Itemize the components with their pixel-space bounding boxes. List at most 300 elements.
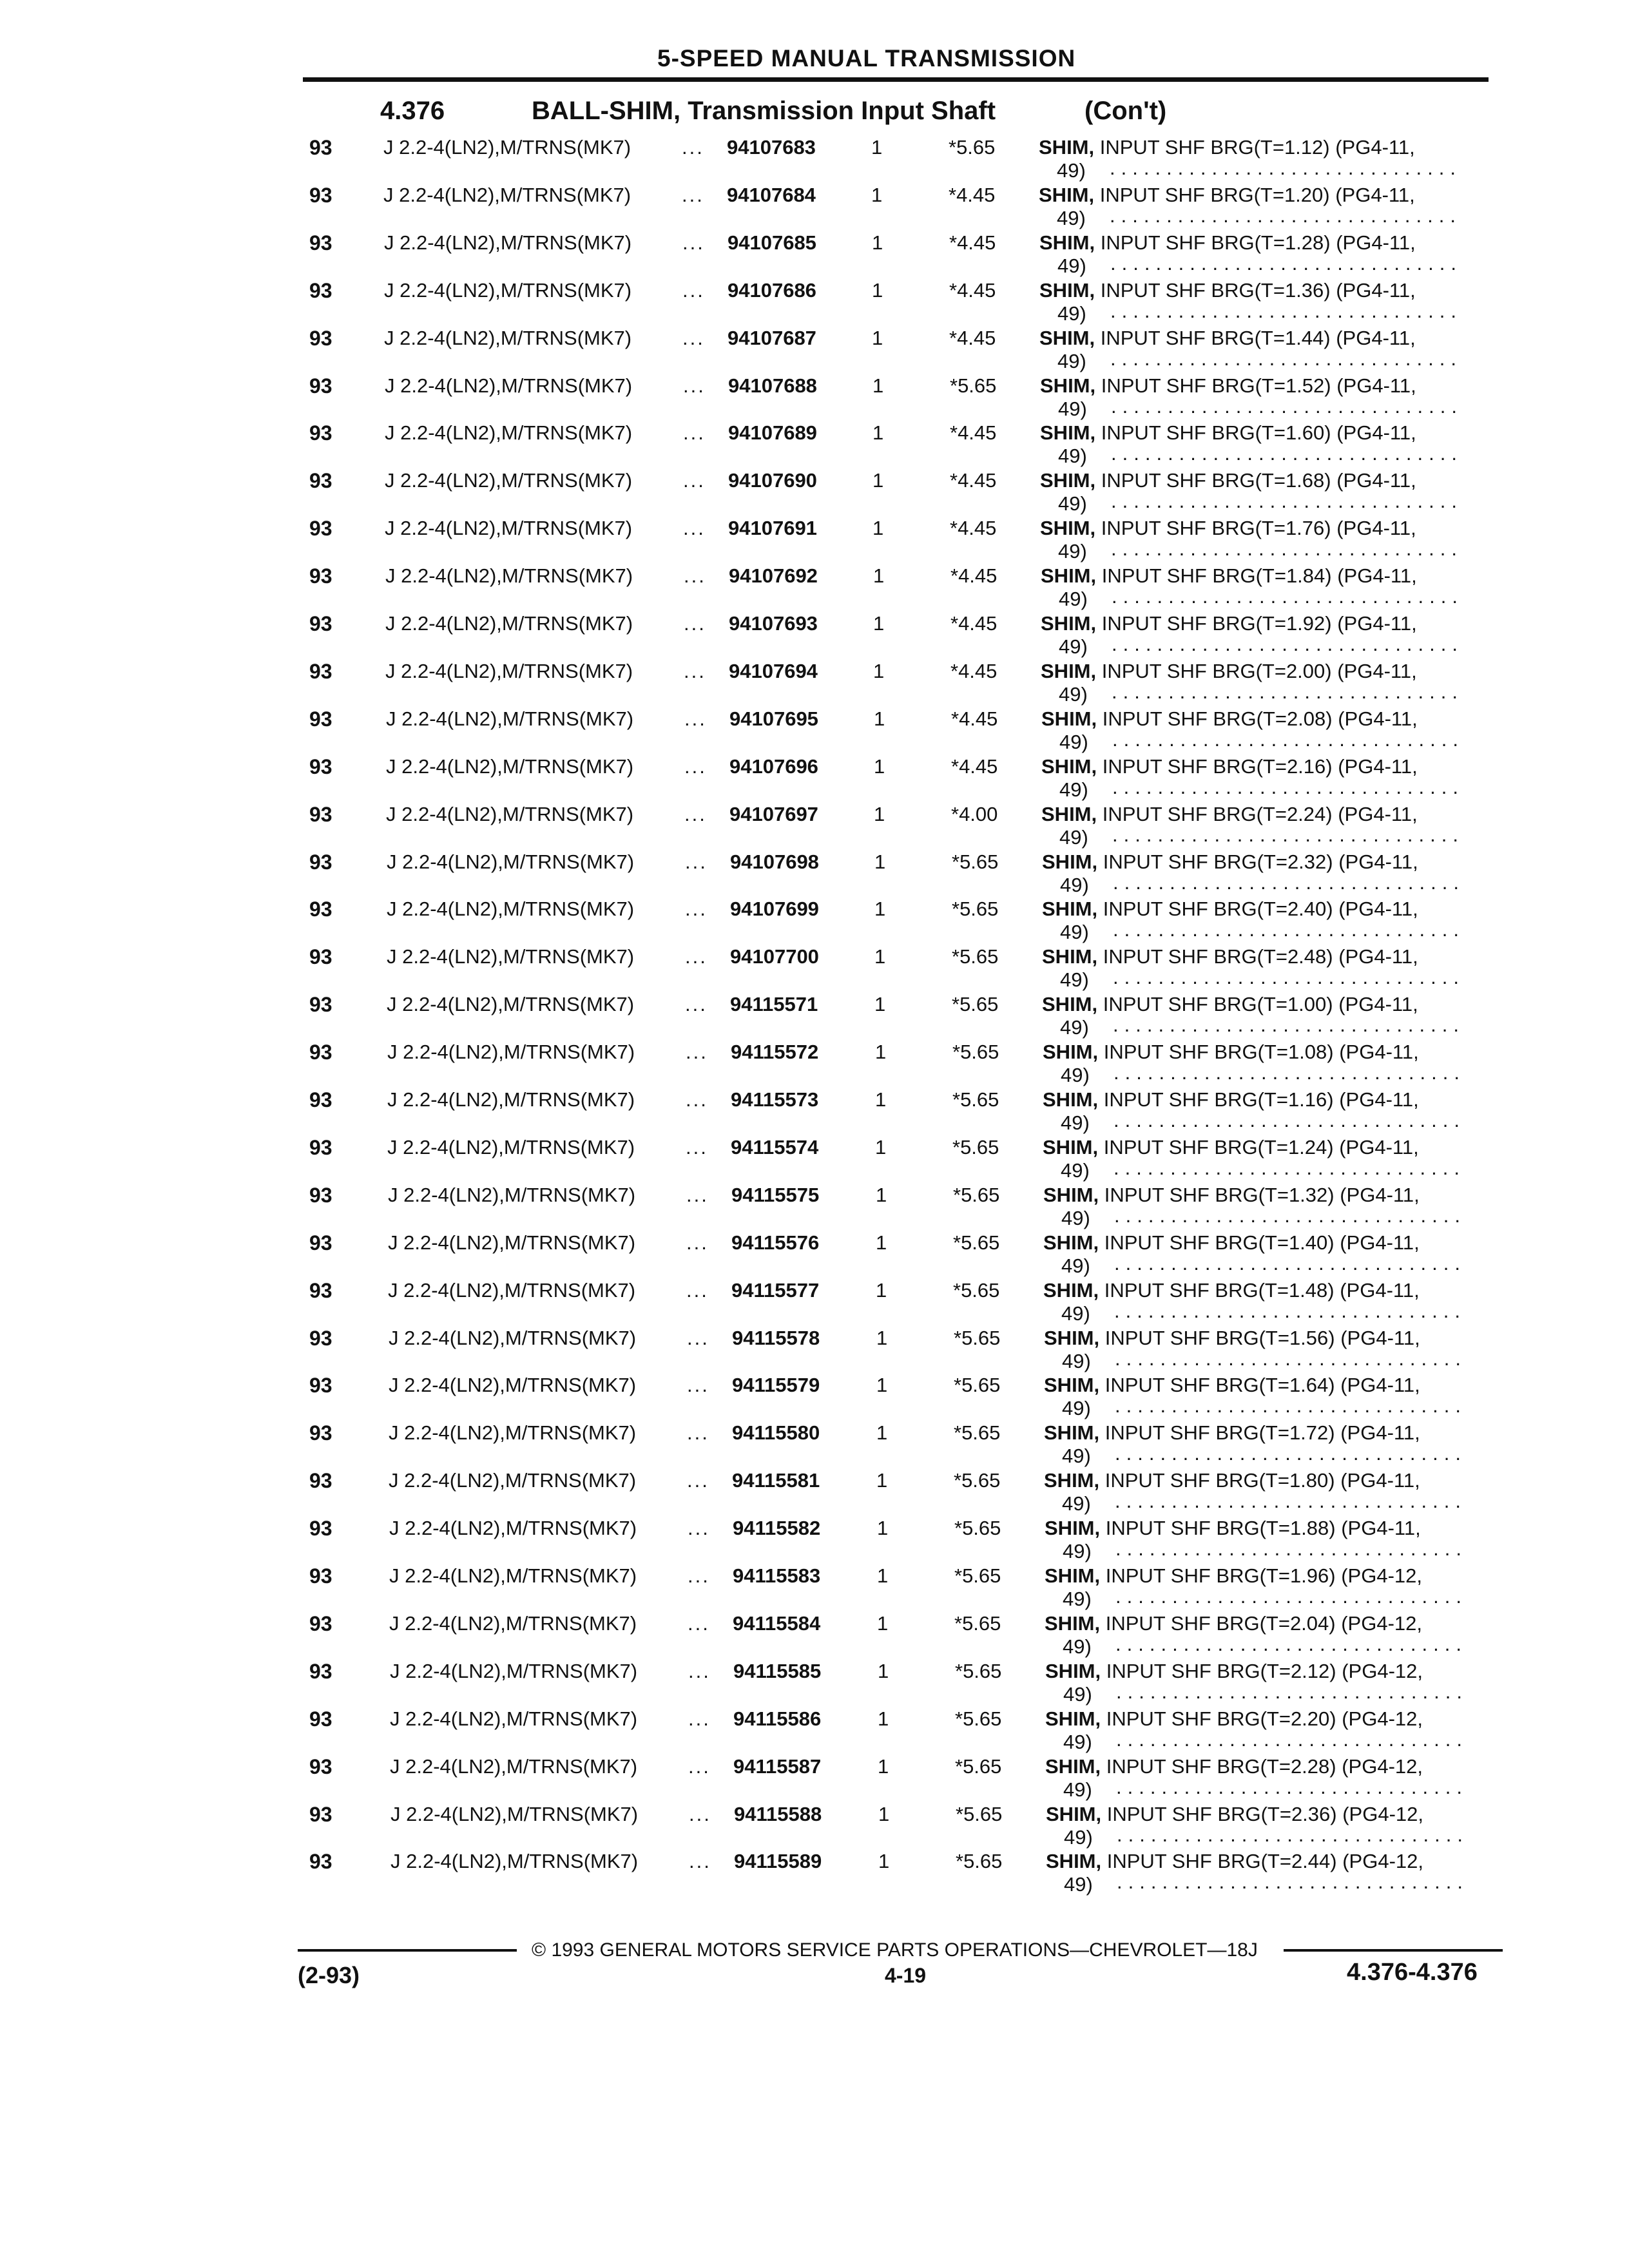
row-description <box>1042 945 1418 968</box>
row-year: 93 <box>309 1850 333 1874</box>
row-trailing-dots: ............................... <box>1112 727 1464 751</box>
row-model: J 2.2-4(LN2),M/TRNS(MK7) <box>389 1421 637 1445</box>
row-description-continuation: 49) <box>1059 730 1088 753</box>
row-model: J 2.2-4(LN2),M/TRNS(MK7) <box>383 183 631 206</box>
table-row <box>0 370 1629 420</box>
row-quantity: 1 <box>876 1469 888 1492</box>
row-trailing-dots: ............................... <box>1110 204 1461 227</box>
table-row <box>0 227 1629 277</box>
row-description-text: INPUT SHF BRG(T=1.84) (PG4-11, <box>1096 564 1417 588</box>
row-part-number: 94115582 <box>733 1517 821 1540</box>
row-leader-dots: ... <box>685 850 708 873</box>
row-year: 93 <box>309 612 333 635</box>
row-description <box>1041 803 1418 826</box>
row-description <box>1040 469 1416 492</box>
row-trailing-dots: ............................... <box>1110 157 1461 179</box>
row-leader-dots: ... <box>688 1659 711 1682</box>
row-description <box>1046 1850 1423 1873</box>
row-price: *5.65 <box>953 1278 1000 1302</box>
row-part-number: 94115575 <box>731 1183 820 1206</box>
row-description-continuation: 49) <box>1063 1588 1092 1610</box>
row-description <box>1040 517 1416 540</box>
row-quantity: 1 <box>876 1231 887 1254</box>
row-trailing-dots: ............................... <box>1113 870 1465 894</box>
row-description-keyword: SHIM, <box>1046 1802 1102 1825</box>
table-row <box>0 275 1629 325</box>
row-part-number: 94107688 <box>728 374 817 397</box>
row-year: 93 <box>309 326 333 350</box>
row-year: 93 <box>309 564 333 588</box>
row-description-text: INPUT SHF BRG(T=1.56) (PG4-11, <box>1099 1326 1420 1349</box>
row-description-keyword: SHIM, <box>1044 1374 1100 1397</box>
row-description-text: INPUT SHF BRG(T=2.32) (PG4-11, <box>1097 850 1418 873</box>
row-description-keyword: SHIM, <box>1042 993 1098 1016</box>
row-leader-dots: ... <box>687 1374 709 1397</box>
row-description-continuation: 49) <box>1060 921 1089 944</box>
row-part-number: 94115572 <box>731 1041 819 1064</box>
row-year: 93 <box>309 659 333 683</box>
row-leader-dots: ... <box>686 1041 708 1064</box>
row-description-continuation: 49) <box>1062 1445 1091 1468</box>
row-model: J 2.2-4(LN2),M/TRNS(MK7) <box>385 374 633 397</box>
row-description-text: INPUT SHF BRG(T=1.08) (PG4-11, <box>1098 1041 1419 1064</box>
row-quantity: 1 <box>877 1517 889 1540</box>
row-description-continuation: 49) <box>1061 1302 1090 1325</box>
row-trailing-dots: ............................... <box>1114 1299 1466 1322</box>
row-quantity: 1 <box>874 707 885 730</box>
table-row <box>0 1323 1629 1372</box>
row-quantity: 1 <box>872 421 884 445</box>
row-quantity: 1 <box>874 898 886 921</box>
row-year: 93 <box>309 183 333 207</box>
row-part-number: 94107684 <box>727 183 816 206</box>
row-trailing-dots: ............................... <box>1112 633 1463 655</box>
row-year: 93 <box>309 1183 333 1207</box>
row-description-continuation: 49) <box>1057 206 1086 229</box>
row-year: 93 <box>309 1041 333 1064</box>
row-part-number: 94107697 <box>729 802 818 825</box>
row-part-number: 94107691 <box>728 517 817 540</box>
row-model: J 2.2-4(LN2),M/TRNS(MK7) <box>387 898 635 921</box>
row-price: *5.65 <box>950 374 997 397</box>
row-description-continuation: 49) <box>1063 1778 1092 1801</box>
row-description-keyword: SHIM, <box>1040 421 1096 445</box>
row-description-continuation: 49) <box>1062 1397 1091 1420</box>
row-price: *5.65 <box>953 1183 1000 1206</box>
row-description-keyword: SHIM, <box>1042 898 1098 921</box>
row-trailing-dots: ............................... <box>1113 1109 1465 1131</box>
row-description-continuation: 49) <box>1058 540 1087 563</box>
row-description-continuation: 49) <box>1061 1064 1090 1087</box>
row-part-number: 94107700 <box>730 945 819 968</box>
row-description <box>1043 1136 1419 1159</box>
row-description-continuation: 49) <box>1061 1158 1090 1182</box>
row-trailing-dots: ............................... <box>1112 775 1464 798</box>
row-model: J 2.2-4(LN2),M/TRNS(MK7) <box>390 1659 638 1682</box>
row-trailing-dots: ............................... <box>1110 251 1462 274</box>
footer-rule-left <box>298 1949 517 1952</box>
row-leader-dots: ... <box>685 993 708 1016</box>
row-quantity: 1 <box>877 1564 889 1587</box>
table-row <box>0 1465 1629 1515</box>
row-trailing-dots: ............................... <box>1115 1394 1467 1418</box>
row-price: *5.65 <box>954 1469 1001 1492</box>
row-model: J 2.2-4(LN2),M/TRNS(MK7) <box>387 1041 635 1064</box>
table-row <box>0 1227 1629 1277</box>
row-price: *5.65 <box>954 1326 1001 1349</box>
row-description-keyword: SHIM, <box>1043 1135 1099 1158</box>
row-model: J 2.2-4(LN2),M/TRNS(MK7) <box>385 612 633 635</box>
row-trailing-dots: ............................... <box>1113 1156 1465 1179</box>
row-quantity: 1 <box>874 945 886 968</box>
row-quantity: 1 <box>874 993 886 1016</box>
row-description-keyword: SHIM, <box>1045 1564 1101 1587</box>
row-description-continuation: 49) <box>1058 397 1087 420</box>
row-quantity: 1 <box>875 1088 887 1111</box>
row-model: J 2.2-4(LN2),M/TRNS(MK7) <box>389 1374 637 1397</box>
row-quantity: 1 <box>873 612 885 635</box>
row-price: *5.65 <box>953 1231 1000 1254</box>
row-model: J 2.2-4(LN2),M/TRNS(MK7) <box>384 278 632 302</box>
row-leader-dots: ... <box>685 898 708 921</box>
row-model: J 2.2-4(LN2),M/TRNS(MK7) <box>385 517 633 540</box>
row-trailing-dots: ............................... <box>1115 1442 1467 1465</box>
table-row <box>0 1418 1629 1468</box>
row-part-number: 94115571 <box>730 993 818 1016</box>
row-part-number: 94115587 <box>733 1754 822 1778</box>
row-model: J 2.2-4(LN2),M/TRNS(MK7) <box>389 1469 637 1492</box>
row-part-number: 94115577 <box>731 1278 820 1302</box>
row-year: 93 <box>309 421 333 445</box>
row-leader-dots: ... <box>689 1802 711 1825</box>
row-description-text: INPUT SHF BRG(T=1.88) (PG4-11, <box>1100 1517 1421 1540</box>
row-description-text: INPUT SHF BRG(T=2.16) (PG4-11, <box>1097 754 1418 778</box>
row-model: J 2.2-4(LN2),M/TRNS(MK7) <box>390 1850 639 1873</box>
row-quantity: 1 <box>876 1183 887 1206</box>
row-year: 93 <box>309 1135 333 1159</box>
row-year: 93 <box>309 136 333 159</box>
row-trailing-dots: ............................... <box>1113 918 1465 941</box>
row-quantity: 1 <box>872 278 883 302</box>
row-year: 93 <box>309 1469 333 1493</box>
table-row <box>0 132 1629 182</box>
row-description-continuation: 49) <box>1062 1492 1091 1515</box>
row-model: J 2.2-4(LN2),M/TRNS(MK7) <box>387 993 635 1016</box>
footer-page-number: 4-19 <box>885 1964 927 1987</box>
row-price: *5.65 <box>952 993 999 1016</box>
row-year: 93 <box>309 278 333 302</box>
row-description-keyword: SHIM, <box>1039 183 1095 206</box>
row-description-text: INPUT SHF BRG(T=1.28) (PG4-11, <box>1095 231 1416 254</box>
row-part-number: 94115589 <box>734 1850 822 1873</box>
row-price: *5.65 <box>954 1421 1001 1445</box>
row-quantity: 1 <box>872 517 884 540</box>
row-quantity: 1 <box>875 1041 887 1064</box>
row-trailing-dots: ............................... <box>1116 1680 1468 1703</box>
row-part-number: 94115584 <box>733 1611 821 1635</box>
row-description-continuation: 49) <box>1060 968 1089 992</box>
row-description-text: INPUT SHF BRG(T=2.12) (PG4-12, <box>1101 1659 1423 1682</box>
table-row <box>0 1132 1629 1182</box>
row-price: *4.45 <box>950 421 997 445</box>
row-leader-dots: ... <box>688 1754 711 1778</box>
row-part-number: 94115588 <box>734 1802 822 1825</box>
row-model: J 2.2-4(LN2),M/TRNS(MK7) <box>386 707 634 730</box>
row-description-text: INPUT SHF BRG(T=2.44) (PG4-12, <box>1101 1850 1423 1873</box>
row-part-number: 94115576 <box>731 1231 820 1254</box>
row-description <box>1042 993 1418 1016</box>
row-leader-dots: ... <box>683 421 706 445</box>
row-model: J 2.2-4(LN2),M/TRNS(MK7) <box>389 1326 637 1349</box>
table-row <box>0 1704 1629 1753</box>
table-row <box>0 561 1629 611</box>
table-row <box>0 1513 1629 1563</box>
row-part-number: 94115581 <box>732 1469 820 1492</box>
row-description-keyword: SHIM, <box>1044 1421 1100 1445</box>
row-leader-dots: ... <box>684 564 706 588</box>
row-description-continuation: 49) <box>1058 492 1087 515</box>
row-description-text: INPUT SHF BRG(T=1.20) (PG4-11, <box>1094 183 1415 206</box>
row-leader-dots: ... <box>683 469 706 492</box>
table-row <box>0 608 1629 658</box>
row-description <box>1041 707 1418 731</box>
row-description-continuation: 49) <box>1064 1825 1093 1849</box>
row-trailing-dots: ............................... <box>1112 823 1464 846</box>
row-description-text: INPUT SHF BRG(T=1.60) (PG4-11, <box>1095 421 1416 445</box>
row-description <box>1041 755 1418 778</box>
row-description-text: INPUT SHF BRG(T=2.00) (PG4-11, <box>1096 659 1417 682</box>
row-description-keyword: SHIM, <box>1042 850 1098 873</box>
row-leader-dots: ... <box>689 1850 711 1873</box>
row-leader-dots: ... <box>688 1517 710 1540</box>
row-year: 93 <box>309 1517 333 1541</box>
row-description-text: INPUT SHF BRG(T=1.32) (PG4-11, <box>1099 1183 1420 1206</box>
row-description-keyword: SHIM, <box>1041 802 1097 825</box>
row-description <box>1043 1041 1419 1064</box>
row-leader-dots: ... <box>686 1135 708 1158</box>
row-description-text: INPUT SHF BRG(T=1.16) (PG4-11, <box>1098 1088 1419 1111</box>
row-trailing-dots: ............................... <box>1115 1632 1467 1655</box>
row-model: J 2.2-4(LN2),M/TRNS(MK7) <box>389 1564 637 1587</box>
table-row <box>0 1846 1629 1896</box>
row-description-continuation: 49) <box>1063 1635 1092 1658</box>
row-price: *5.65 <box>954 1374 1001 1397</box>
row-quantity: 1 <box>875 1135 887 1158</box>
section-title: BALL-SHIM, Transmission Input Shaft <box>532 97 996 125</box>
row-description-keyword: SHIM, <box>1039 136 1095 159</box>
row-description-text: INPUT SHF BRG(T=2.08) (PG4-11, <box>1097 707 1418 730</box>
row-description-continuation: 49) <box>1063 1682 1092 1706</box>
row-trailing-dots: ............................... <box>1114 1204 1466 1227</box>
row-part-number: 94115579 <box>732 1374 820 1397</box>
row-price: *4.45 <box>950 612 998 635</box>
row-description-continuation: 49) <box>1057 349 1086 372</box>
row-model: J 2.2-4(LN2),M/TRNS(MK7) <box>386 754 634 778</box>
row-model: J 2.2-4(LN2),M/TRNS(MK7) <box>388 1278 636 1302</box>
row-leader-dots: ... <box>682 231 705 254</box>
footer-section-range: 4.376-4.376 <box>1347 1959 1478 1986</box>
row-price: *5.65 <box>952 1135 999 1158</box>
row-description-continuation: 49) <box>1061 1111 1090 1134</box>
row-year: 93 <box>309 1374 333 1398</box>
row-description-text: INPUT SHF BRG(T=2.40) (PG4-11, <box>1097 898 1418 921</box>
row-part-number: 94115586 <box>733 1707 822 1730</box>
row-part-number: 94107694 <box>729 659 818 682</box>
row-trailing-dots: ............................... <box>1110 299 1462 322</box>
row-part-number: 94107693 <box>729 612 818 635</box>
row-trailing-dots: ............................... <box>1113 1061 1465 1084</box>
row-description <box>1045 1517 1421 1540</box>
row-leader-dots: ... <box>684 802 707 825</box>
row-trailing-dots: ............................... <box>1111 490 1463 513</box>
row-description-keyword: SHIM, <box>1043 1183 1099 1206</box>
row-description-text: INPUT SHF BRG(T=2.28) (PG4-12, <box>1101 1754 1423 1778</box>
row-leader-dots: ... <box>686 1278 709 1302</box>
row-description-keyword: SHIM, <box>1045 1611 1101 1635</box>
table-row <box>0 1656 1629 1706</box>
row-description <box>1040 374 1416 398</box>
row-model: J 2.2-4(LN2),M/TRNS(MK7) <box>389 1517 637 1540</box>
row-description <box>1039 231 1416 255</box>
table-row <box>0 989 1629 1039</box>
row-part-number: 94107699 <box>730 898 819 921</box>
row-description-continuation: 49) <box>1057 254 1086 277</box>
row-quantity: 1 <box>876 1278 887 1302</box>
row-part-number: 94107690 <box>728 469 817 492</box>
table-row <box>0 751 1629 801</box>
row-quantity: 1 <box>872 231 883 254</box>
row-description <box>1041 564 1417 588</box>
row-price: *4.45 <box>950 659 998 682</box>
row-description-continuation: 49) <box>1059 825 1088 849</box>
table-row <box>0 1799 1629 1849</box>
row-year: 93 <box>309 469 333 493</box>
row-description-keyword: SHIM, <box>1043 1088 1099 1111</box>
section-number: 4.376 <box>380 97 445 125</box>
row-description <box>1043 1279 1420 1302</box>
row-leader-dots: ... <box>684 707 707 730</box>
footer-copyright: © 1993 GENERAL MOTORS SERVICE PARTS OPERATIONS—CHEVROLET—18J <box>532 1939 1258 1961</box>
row-year: 93 <box>309 1611 333 1635</box>
footer-rule-right <box>1284 1949 1503 1952</box>
row-description-text: INPUT SHF BRG(T=1.96) (PG4-12, <box>1100 1564 1422 1587</box>
row-quantity: 1 <box>878 1802 890 1825</box>
table-row <box>0 1275 1629 1325</box>
row-model: J 2.2-4(LN2),M/TRNS(MK7) <box>387 1135 635 1158</box>
row-year: 93 <box>309 945 333 969</box>
row-trailing-dots: ............................... <box>1116 1775 1468 1798</box>
row-description-text: INPUT SHF BRG(T=1.72) (PG4-11, <box>1099 1421 1420 1445</box>
row-description-text: INPUT SHF BRG(T=1.48) (PG4-11, <box>1099 1278 1420 1302</box>
row-quantity: 1 <box>872 374 884 397</box>
row-price: *4.00 <box>951 802 998 825</box>
row-model: J 2.2-4(LN2),M/TRNS(MK7) <box>385 659 633 682</box>
row-quantity: 1 <box>874 802 885 825</box>
row-leader-dots: ... <box>688 1611 710 1635</box>
row-description-continuation: 49) <box>1061 1254 1090 1277</box>
row-part-number: 94115585 <box>733 1659 822 1682</box>
row-trailing-dots: ............................... <box>1115 1585 1467 1608</box>
row-leader-dots: ... <box>684 612 706 635</box>
row-price: *5.65 <box>954 1564 1001 1587</box>
row-description-text: INPUT SHF BRG(T=1.52) (PG4-11, <box>1095 374 1416 397</box>
row-description-text: INPUT SHF BRG(T=2.24) (PG4-11, <box>1097 802 1418 825</box>
row-price: *4.45 <box>949 278 996 302</box>
row-description-keyword: SHIM, <box>1039 326 1095 349</box>
row-leader-dots: ... <box>682 136 704 159</box>
row-description-keyword: SHIM, <box>1045 1517 1101 1540</box>
row-part-number: 94107695 <box>729 707 818 730</box>
row-part-number: 94107689 <box>728 421 817 445</box>
row-description-keyword: SHIM, <box>1040 517 1096 540</box>
row-trailing-dots: ............................... <box>1112 680 1463 703</box>
row-model: J 2.2-4(LN2),M/TRNS(MK7) <box>385 564 633 588</box>
row-description <box>1045 1707 1423 1731</box>
table-row <box>0 941 1629 992</box>
row-description-continuation: 49) <box>1059 682 1088 706</box>
table-row <box>0 1608 1629 1658</box>
row-model: J 2.2-4(LN2),M/TRNS(MK7) <box>384 326 632 349</box>
row-price: *5.65 <box>955 1659 1002 1682</box>
row-price: *5.65 <box>954 1611 1001 1635</box>
table-row <box>0 656 1629 706</box>
row-year: 93 <box>309 802 333 826</box>
row-year: 93 <box>309 231 333 255</box>
row-description-text: INPUT SHF BRG(T=2.20) (PG4-12, <box>1101 1707 1423 1730</box>
row-quantity: 1 <box>876 1326 888 1349</box>
row-description-text: INPUT SHF BRG(T=1.76) (PG4-11, <box>1095 517 1416 540</box>
row-price: *5.65 <box>952 898 999 921</box>
row-year: 93 <box>309 1088 333 1111</box>
row-year: 93 <box>309 374 333 398</box>
row-description <box>1045 1612 1422 1635</box>
row-description-keyword: SHIM, <box>1044 1469 1100 1492</box>
row-description-text: INPUT SHF BRG(T=1.24) (PG4-11, <box>1098 1135 1419 1158</box>
row-model: J 2.2-4(LN2),M/TRNS(MK7) <box>388 1231 636 1254</box>
table-row <box>0 704 1629 753</box>
table-row <box>0 1370 1629 1420</box>
row-trailing-dots: ............................... <box>1115 1490 1467 1513</box>
table-row <box>0 1084 1629 1134</box>
row-model: J 2.2-4(LN2),M/TRNS(MK7) <box>386 802 634 825</box>
row-description-text: INPUT SHF BRG(T=1.36) (PG4-11, <box>1095 278 1416 302</box>
row-year: 93 <box>309 1802 333 1826</box>
row-model: J 2.2-4(LN2),M/TRNS(MK7) <box>385 421 633 445</box>
row-model: J 2.2-4(LN2),M/TRNS(MK7) <box>387 945 635 968</box>
row-trailing-dots: ............................... <box>1110 347 1462 370</box>
row-trailing-dots: ............................... <box>1114 1251 1466 1274</box>
row-quantity: 1 <box>871 136 883 159</box>
row-description <box>1039 136 1415 159</box>
row-trailing-dots: ............................... <box>1111 537 1463 561</box>
row-description-keyword: SHIM, <box>1046 1850 1102 1873</box>
row-description-continuation: 49) <box>1057 302 1086 325</box>
row-year: 93 <box>309 707 333 731</box>
row-quantity: 1 <box>877 1611 889 1635</box>
row-model: J 2.2-4(LN2),M/TRNS(MK7) <box>387 850 635 873</box>
row-part-number: 94107696 <box>729 754 818 778</box>
row-description-keyword: SHIM, <box>1043 1231 1099 1254</box>
row-trailing-dots: ............................... <box>1112 585 1463 608</box>
row-quantity: 1 <box>878 1707 889 1730</box>
row-leader-dots: ... <box>682 278 705 302</box>
row-description-continuation: 49) <box>1061 1206 1090 1229</box>
row-trailing-dots: ............................... <box>1117 1870 1469 1894</box>
row-description-keyword: SHIM, <box>1045 1754 1101 1778</box>
row-description <box>1045 1660 1423 1683</box>
row-description-keyword: SHIM, <box>1045 1659 1101 1682</box>
row-part-number: 94115583 <box>733 1564 821 1587</box>
